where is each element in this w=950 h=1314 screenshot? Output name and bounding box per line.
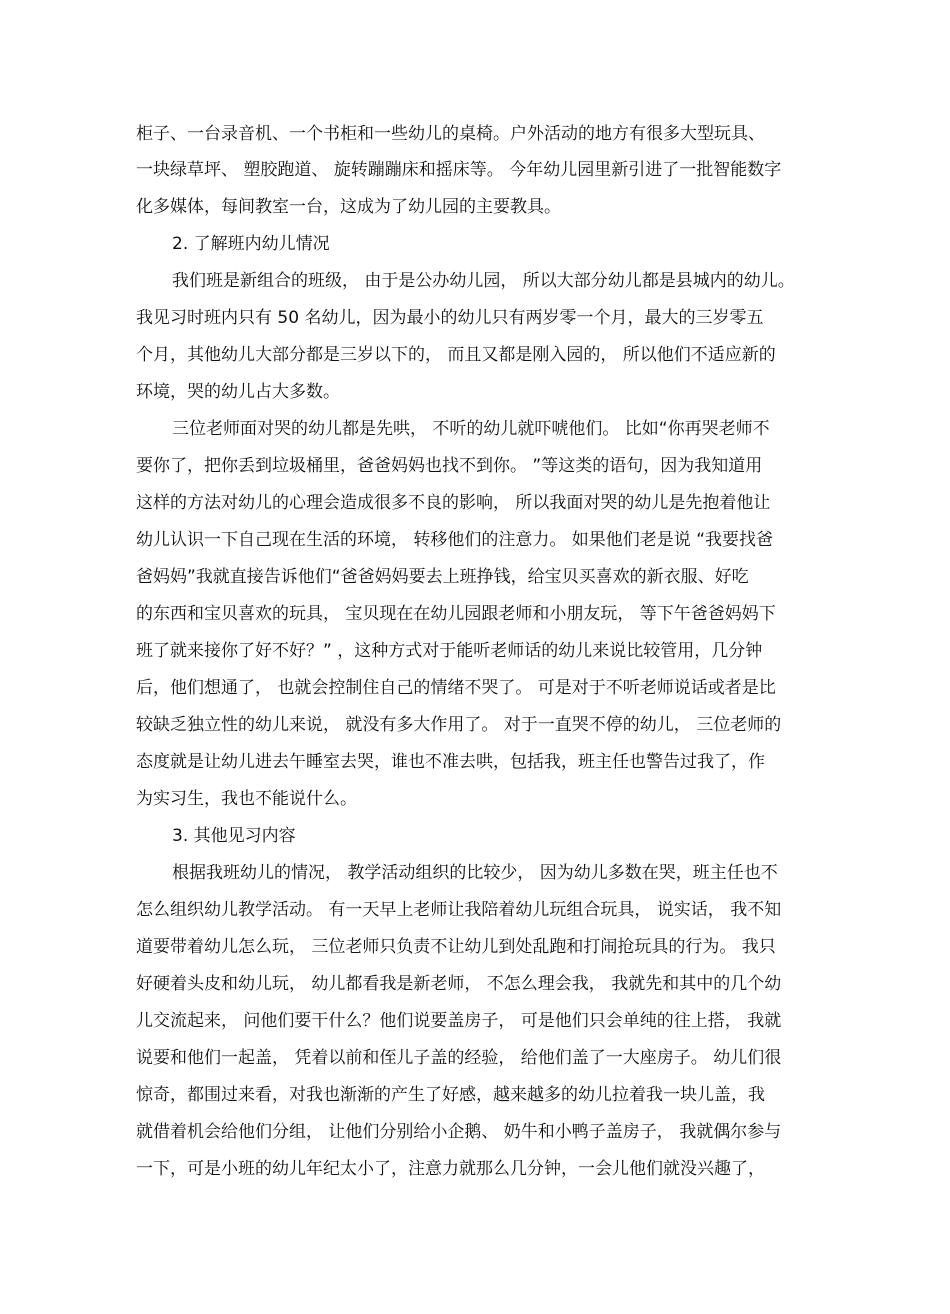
text-line: 环境，哭的幼儿占大多数。 [136, 382, 340, 402]
text-line: 态度就是让幼儿进去午睡室去哭，谁也不准去哄，包括我，班主任也警告过我了，作 [136, 752, 765, 772]
text-line: 一块绿草坪、 塑胶跑道、 旋转蹦蹦床和摇床等。 今年幼儿园里新引进了一批智能数字 [136, 160, 782, 180]
text-line: 较缺乏独立性的幼儿来说， 就没有多大作用了。 对于一直哭不停的幼儿， 三位老师的 [136, 715, 782, 735]
text-line: 我见习时班内只有 50 名幼儿，因为最小的幼儿只有两岁零一个月，最大的三岁零五 [136, 308, 764, 328]
text-line: 惊奇，都围过来看，对我也渐渐的产生了好感，越来越多的幼儿拉着我一块儿盖，我 [136, 1085, 765, 1105]
text-line: 就借着机会给他们分组， 让他们分别给小企鹅、 奶牛和小鸭子盖房子， 我就偶尔参与 [136, 1122, 782, 1142]
text-line: 要你了，把你丢到垃圾桶里，爸爸妈妈也找不到你。 ”等这类的语句，因为我知道用 [136, 456, 763, 476]
text-line: 后，他们想通了， 也就会控制住自己的情绪不哭了。 可是对于不听老师说话或者是比 [136, 678, 776, 698]
text-line: 道要带着幼儿怎么玩， 三位老师只负责不让幼儿到处乱跑和打闹抢玩具的行为。 我只 [136, 937, 776, 957]
text-line: 柜子、一台录音机、一个书柜和一些幼儿的桌椅。户外活动的地方有很多大型玩具、 [136, 124, 765, 144]
text-line: 这样的方法对幼儿的心理会造成很多不良的影响， 所以我面对哭的幼儿是先抱着他让 [136, 493, 771, 513]
text-line: 的东西和宝贝喜欢的玩具， 宝贝现在在幼儿园跟老师和小朋友玩， 等下午爸爸妈妈下 [136, 604, 776, 624]
text-line: 说要和他们一起盖， 凭着以前和侄儿子盖的经验， 给他们盖了一大座房子。 幼儿们很 [136, 1048, 782, 1068]
text-line: 儿交流起来， 问他们要干什么？他们说要盖房子， 可是他们只会单纯的往上搭， 我就 [136, 1011, 782, 1031]
text-line: 怎么组织幼儿教学活动。 有一天早上老师让我陪着幼儿玩组合玩具， 说实话， 我不知 [136, 900, 782, 920]
text-line: 三位老师面对哭的幼儿都是先哄， 不听的幼儿就吓唬他们。 比如“你再哭老师不 [172, 419, 770, 439]
text-line: 化多媒体，每间教室一台，这成为了幼儿园的主要教具。 [136, 197, 561, 217]
text-line: 根据我班幼儿的情况， 教学活动组织的比较少， 因为幼儿多数在哭，班主任也不 [172, 863, 778, 883]
text-line: 好硬着头皮和幼儿玩， 幼儿都看我是新老师， 不怎么理会我， 我就先和其中的几个幼 [136, 974, 782, 994]
section-heading: 3. 其他见习内容 [172, 826, 296, 846]
text-line: 一下，可是小班的幼儿年纪太小了，注意力就那么几分钟，一会儿他们就没兴趣了， [136, 1159, 765, 1179]
text-line: 为实习生，我也不能说什么。 [136, 789, 357, 809]
text-line: 爸妈妈”我就直接告诉他们“爸爸妈妈要去上班挣钱，给宝贝买喜欢的新衣服、好吃 [136, 567, 749, 587]
text-line: 个月，其他幼儿大部分都是三岁以下的， 而且又都是刚入园的， 所以他们不适应新的 [136, 345, 776, 365]
text-line: 班了就来接你了好不好？” ，这种方式对于能听老师话的幼儿来说比较管用，几分钟 [136, 641, 763, 661]
text-line: 我们班是新组合的班级， 由于是公办幼儿园， 所以大部分幼儿都是县城内的幼儿。 [172, 271, 795, 291]
section-heading: 2. 了解班内幼儿情况 [172, 234, 330, 254]
text-line: 幼儿认识一下自己现在生活的环境， 转移他们的注意力。 如果他们老是说 “我要找爸 [136, 530, 774, 550]
